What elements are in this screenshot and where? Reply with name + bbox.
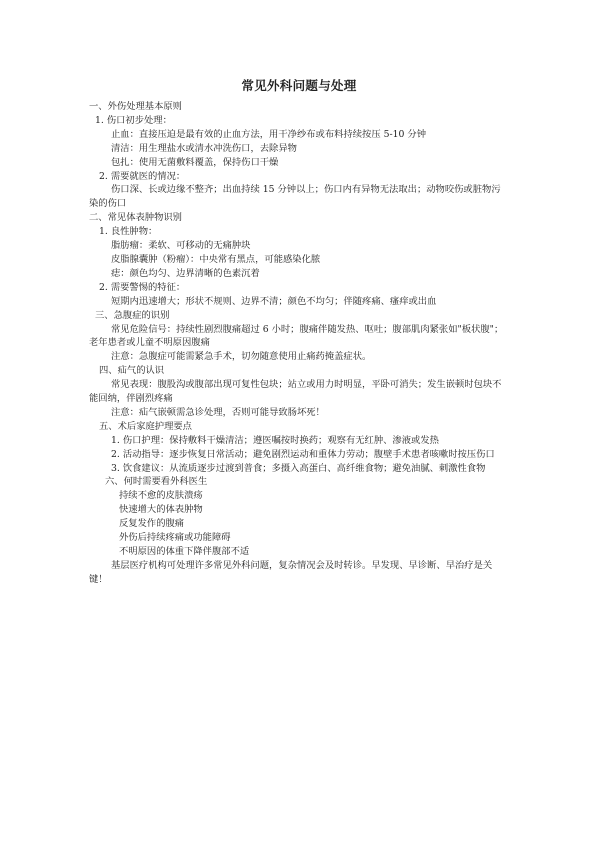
section-4-heading: 四、疝气的认识 bbox=[99, 365, 165, 377]
section-6-item-1: 持续不愈的皮肤溃疡 bbox=[119, 490, 203, 502]
section-6-item-4: 外伤后持续疼痛或功能障碍 bbox=[119, 532, 231, 544]
document-title: 常见外科问题与处理 bbox=[241, 78, 357, 93]
section-3-item-1: 常见危险信号：持续性剧烈腹痛超过 6 小时；腹痛伴随发热、呕吐；腹部肌肉紧张如"板状腹"；老年患者或儿童不明原因腹痛 bbox=[89, 323, 504, 349]
section-6-item-3: 反复发作的腹痛 bbox=[119, 518, 185, 530]
section-6-item-2: 快速增大的体表肿物 bbox=[119, 504, 203, 516]
section-4-item-1: 常见表现：腹股沟或腹部出现可复性包块；站立或用力时明显，平卧可消失；发生嵌顿时包块不能回纳，伴剧烈疼痛 bbox=[89, 379, 502, 405]
section-1-item-2a: 伤口深、长或边缘不整齐；出血持续 15 分钟以上；伤口内有异物无法取出；动物咬伤或脏物污染的伤口 bbox=[89, 184, 501, 210]
section-6-item-5: 不明原因的体重下降伴腹部不适 bbox=[119, 546, 250, 557]
section-2-heading: 二、常见体表肿物识别 bbox=[89, 212, 182, 224]
section-5-item-3: 3. 饮食建议：从流质逐步过渡到普食；多摄入高蛋白、高纤维食物；避免油腻、刺激性食物 bbox=[111, 462, 486, 474]
section-1-item-1: 1. 伤口初步处理： bbox=[95, 114, 172, 126]
section-2-item-2: 2. 需要警惕的特征： bbox=[99, 281, 186, 293]
section-2-item-1c: 痣：颜色均匀、边界清晰的色素沉着 bbox=[111, 267, 260, 279]
section-2-item-1a: 脂肪瘤：柔软、可移动的无痛肿块 bbox=[111, 240, 251, 252]
section-2-item-2a: 短期内迅速增大；形状不规则、边界不清；颜色不均匀；伴随疼痛、瘙痒或出血 bbox=[111, 295, 437, 307]
section-1-item-2: 2. 需要就医的情况： bbox=[99, 170, 186, 182]
section-2-item-1: 1. 良性肿物： bbox=[99, 226, 158, 238]
closing-paragraph: 基层医疗机构可处理许多常见外科问题，复杂情况会及时转诊。早发现、早诊断、早治疗是关键！ bbox=[89, 559, 493, 585]
section-6-heading: 六、何时需要看外科医生 bbox=[105, 476, 208, 488]
section-1-item-1a: 止血：直接压迫是最有效的止血方法，用干净纱布或布料持续按压 5-10 分钟 bbox=[111, 128, 427, 140]
section-3-item-2: 注意：急腹症可能需紧急手术，切勿随意使用止痛药掩盖症状。 bbox=[111, 351, 372, 363]
section-1-item-1b: 清洁：用生理盐水或清水冲洗伤口，去除异物 bbox=[111, 142, 297, 154]
section-1-heading: 一、外伤处理基本原则 bbox=[89, 101, 182, 112]
section-4-item-2: 注意：疝气嵌顿需急诊处理，否则可能导致肠坏死！ bbox=[111, 406, 325, 418]
section-5-item-2: 2. 活动指导：逐步恢复日常活动；避免剧烈运动和重体力劳动；腹壁手术患者咳嗽时按压伤口 bbox=[111, 448, 495, 460]
section-1-item-1c: 包扎：使用无菌敷料覆盖，保持伤口干燥 bbox=[111, 156, 279, 168]
section-5-heading: 五、术后家庭护理要点 bbox=[99, 420, 192, 432]
section-2-item-1b: 皮脂腺囊肿（粉瘤）：中央常有黑点，可能感染化脓 bbox=[111, 253, 321, 265]
section-3-heading: 三、急腹症的识别 bbox=[95, 309, 170, 321]
section-5-item-1: 1. 伤口护理：保持敷料干燥清洁；遵医嘱按时换药；观察有无红肿、渗液或发热 bbox=[111, 434, 439, 446]
